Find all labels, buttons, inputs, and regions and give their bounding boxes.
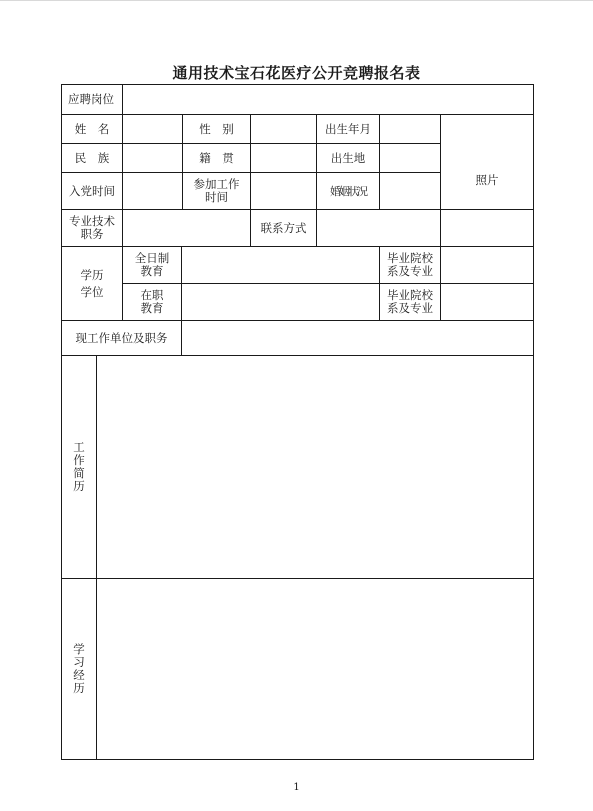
native-place-field[interactable] [251,144,316,172]
label-photo: 照片 [475,173,499,187]
label-name: 姓 名 [74,121,110,136]
label-work-history [62,356,96,578]
label-professional-title-line1: 专业技术 [69,214,115,228]
current-unit-post-field[interactable] [182,321,533,355]
label-fulltime-line2: 教育 [140,264,164,278]
label-contact: 联系方式 [260,220,307,235]
label-parttime-line1: 在职 [140,288,164,302]
label-parttime-line2: 教育 [140,301,164,315]
label-position-applied: 应聘岗位 [68,92,114,106]
label-fulltime-school-major [380,247,440,283]
label-study-history [62,579,96,759]
label-work-history-char: 作 [73,453,85,467]
professional-title-field[interactable] [123,210,250,246]
label-fulltime-education [123,247,181,283]
label-school-major-line2: 系及专业 [387,301,433,315]
label-professional-title [62,210,122,246]
label-study-history-char: 习 [73,655,85,669]
photo-area[interactable] [441,115,533,246]
label-work-start-time-line2: 时间 [205,190,228,204]
label-school-major-line1: 毕业院校 [387,251,433,265]
label-birthplace: 出生地 [330,150,366,165]
label-party-join-time: 入党时间 [69,183,115,198]
label-fulltime-line1: 全日制 [134,251,170,265]
fulltime-education-field[interactable] [182,247,379,283]
label-professional-title-line2: 职务 [80,227,104,241]
study-history-field[interactable] [97,579,533,759]
label-work-start-time [183,173,250,209]
label-degree: 学位 [80,284,104,299]
marital-status-field[interactable] [380,173,440,209]
work-start-time-field[interactable] [251,173,316,209]
work-history-field[interactable] [97,356,533,578]
label-work-history-char: 简 [73,466,85,480]
contact-field[interactable] [317,210,440,246]
label-study-history-char: 历 [73,681,85,695]
page-number: 1 [293,782,300,793]
label-current-unit-post: 现工作单位及职务 [75,330,168,345]
label-work-start-time-line1: 参加工作 [193,177,240,191]
label-gender: 性 别 [199,121,234,136]
label-work-history-char: 工 [73,440,85,454]
label-native-place: 籍 贯 [199,150,234,165]
label-school-major-line2: 系及专业 [387,264,433,278]
ethnicity-field[interactable] [123,144,182,172]
label-ethnicity: 民 族 [74,150,110,165]
birth-date-field[interactable] [380,115,440,143]
label-parttime-education [123,284,181,320]
label-marital-status: 婚姻状况 [330,184,366,198]
parttime-school-major-field[interactable] [441,284,533,320]
label-education: 学历 [80,267,104,282]
label-education-degree [62,247,122,320]
label-parttime-school-major [380,284,440,320]
name-field[interactable] [123,115,182,143]
gender-field[interactable] [251,115,316,143]
party-join-time-field[interactable] [123,173,182,209]
label-study-history-char: 学 [73,642,85,656]
birthplace-field[interactable] [380,144,440,172]
form-title: 通用技术宝石花医疗公开竞聘报名表 [172,64,421,82]
label-work-history-char: 历 [73,479,85,493]
position-applied-field[interactable] [123,85,533,114]
parttime-education-field[interactable] [182,284,379,320]
label-school-major-line1: 毕业院校 [387,288,433,302]
fulltime-school-major-field[interactable] [441,247,533,283]
label-study-history-char: 经 [73,668,85,682]
label-birth-date: 出生年月 [325,121,371,136]
